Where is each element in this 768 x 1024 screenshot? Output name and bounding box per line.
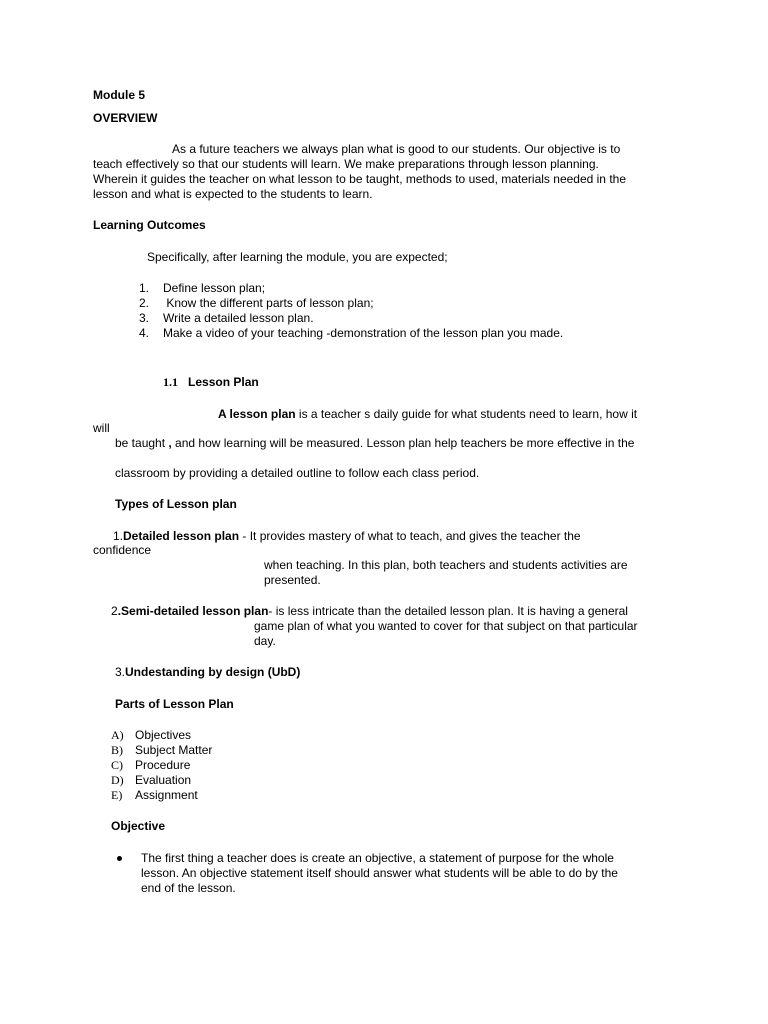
list-item: C) Procedure: [111, 758, 191, 772]
overview-line: As a future teachers we always plan what is good to our students. Our objective is to: [172, 142, 621, 156]
list-item: E) Assignment: [111, 788, 198, 802]
type-line: day.: [254, 634, 276, 648]
bullet-icon: [117, 856, 122, 861]
list-item: 3. Write a detailed lesson plan.: [139, 311, 314, 325]
overview-line: teach effectively so that our students will learn. We make preparations through lesson planning.: [93, 157, 599, 171]
definition-term: A lesson plan: [218, 407, 296, 421]
list-item: D) Evaluation: [111, 773, 192, 787]
list-item: 2. Know the different parts of lesson plan;: [139, 296, 374, 310]
type-line: when teaching. In this plan, both teachers and students activities are: [264, 558, 628, 572]
list-item: 1. Define lesson plan;: [139, 281, 266, 295]
list-item: A) Objectives: [111, 728, 192, 742]
definition-line: A lesson plan is a teacher s daily guide for what students need to learn, how it: [218, 407, 638, 421]
type-line: 2.Semi-detailed lesson plan- is less intricate than the detailed lesson plan. It is having a general: [111, 604, 628, 618]
type-line: confidence: [93, 543, 152, 557]
list-item: 4. Make a video of your teaching -demonstration of the lesson plan you made.: [139, 326, 564, 340]
section-number: 1.1: [163, 375, 178, 389]
learning-outcomes-heading: Learning Outcomes: [93, 218, 206, 232]
learning-outcomes-intro: Specifically, after learning the module, you are expected;: [147, 250, 448, 264]
definition-line: will: [93, 421, 110, 435]
bullet-line: end of the lesson.: [141, 881, 236, 895]
type-line: 1.Detailed lesson plan - It provides mastery of what to teach, and gives the teacher the: [113, 529, 581, 543]
module-title: Module 5: [93, 88, 146, 102]
overview-line: Wherein it guides the teacher on what lesson to be taught, methods to used, materials needed in the: [93, 172, 626, 186]
type-line: game plan of what you wanted to cover for that subject on that particular: [254, 619, 638, 633]
type-line: presented.: [264, 573, 321, 587]
section-title: Lesson Plan: [188, 375, 259, 389]
bullet-line: lesson. An objective statement itself should answer what students will be able to do by the: [141, 866, 618, 880]
parts-heading: Parts of Lesson Plan: [115, 697, 234, 711]
list-item: B) Subject Matter: [111, 743, 213, 757]
definition-line: be taught , and how learning will be measured. Lesson plan help teachers be more effective in the: [115, 436, 635, 450]
overview-line: lesson and what is expected to the students to learn.: [93, 187, 373, 201]
type-ubd: 3.Undestanding by design (UbD): [115, 665, 301, 679]
types-heading: Types of Lesson plan: [115, 497, 237, 511]
section-heading: [163, 375, 259, 390]
bullet-line: The first thing a teacher does is create an objective, a statement of purpose for the whole: [141, 851, 614, 865]
definition-line: classroom by providing a detailed outline to follow each class period.: [115, 466, 480, 480]
objective-heading: Objective: [111, 819, 166, 833]
overview-heading: OVERVIEW: [93, 111, 158, 125]
